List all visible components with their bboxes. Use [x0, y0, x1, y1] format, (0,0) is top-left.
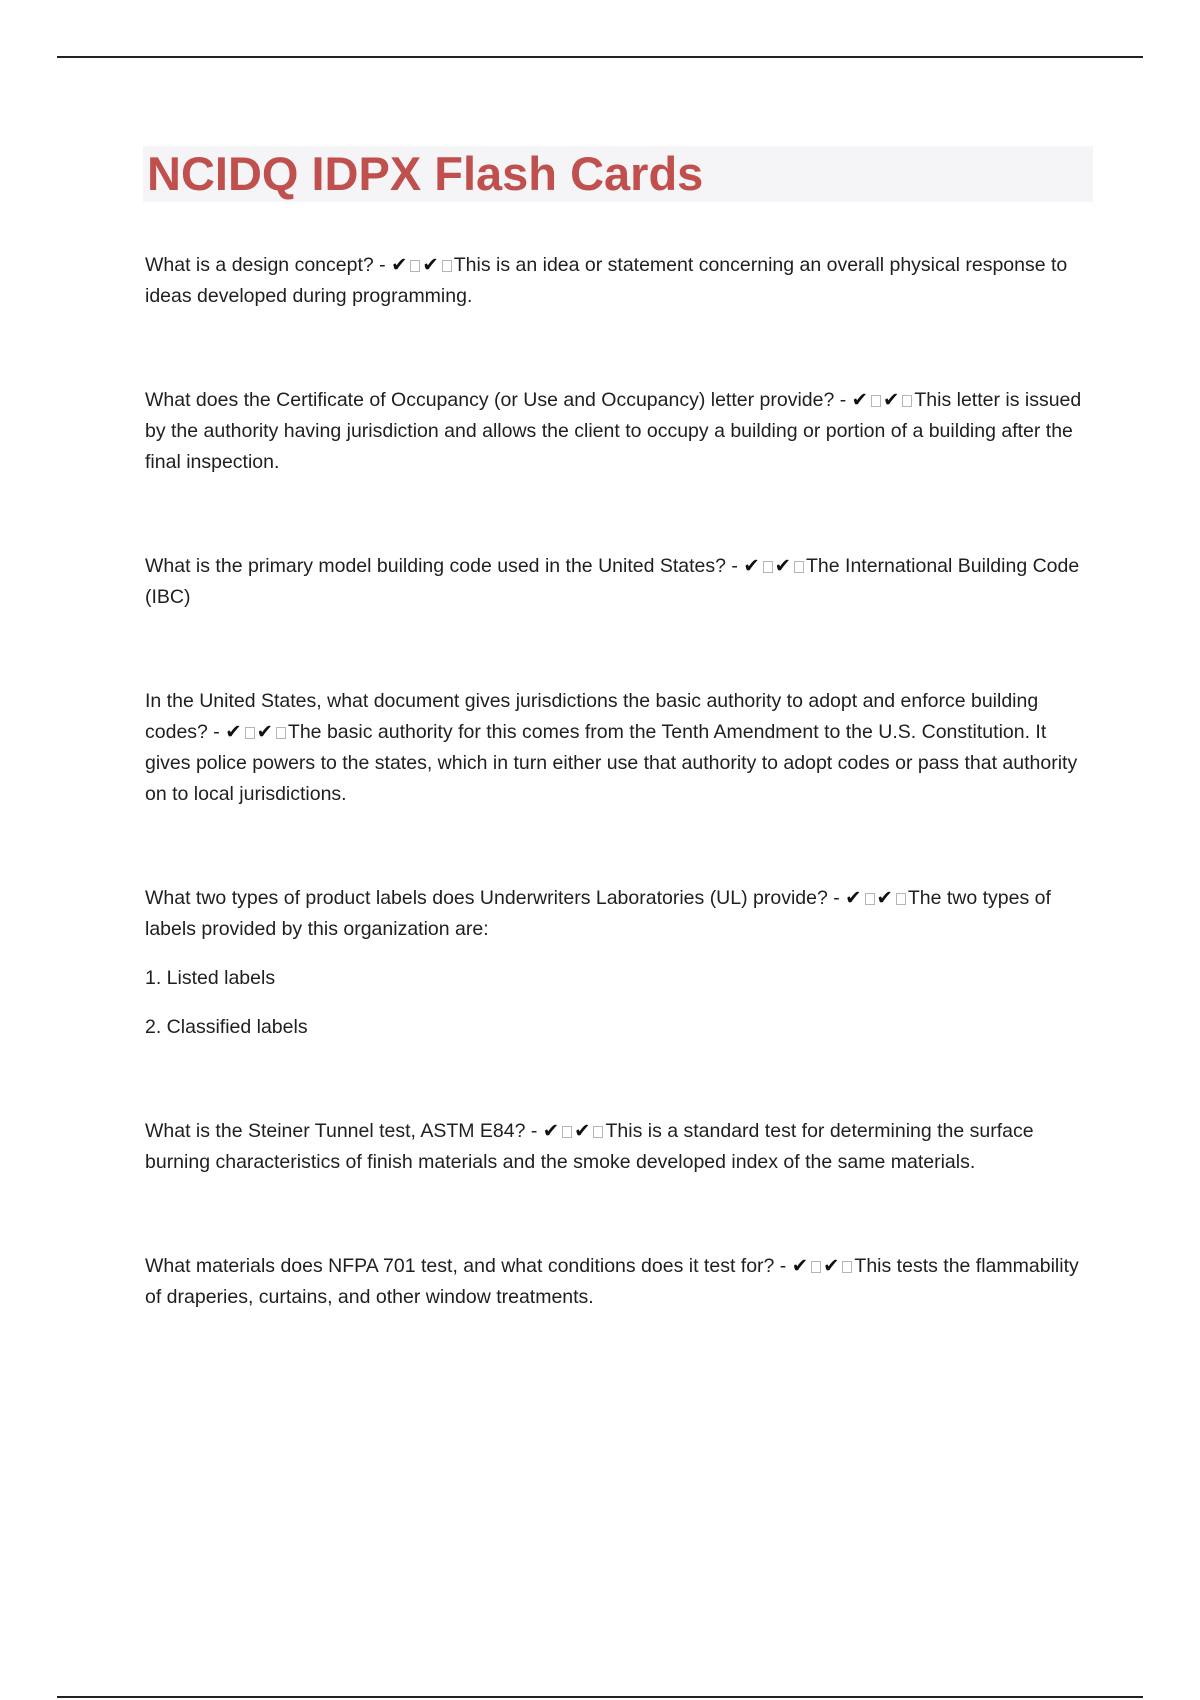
flash-card-text	[145, 1251, 1090, 1313]
card-question: What materials does NFPA 701 test, and what conditions does it test for?	[145, 1255, 775, 1277]
check-mark-icon: ✔	[823, 1255, 840, 1277]
card-answer: The basic authority for this comes from the Tenth Amendment to the U.S. Constitution. It gives police powers to the states, which in turn either use that authority to adopt codes or pass that authority on to local jurisdictions.	[145, 721, 1078, 805]
flash-card	[145, 250, 1090, 312]
flash-card-text	[145, 551, 1090, 613]
flash-card	[145, 1116, 1090, 1178]
box-glyph-icon	[276, 727, 286, 739]
flash-card	[145, 1251, 1090, 1313]
check-mark-icon: ✔	[422, 254, 439, 276]
flash-card-text	[145, 686, 1090, 810]
box-glyph-icon	[442, 260, 452, 272]
check-mark-icon: ✔	[851, 389, 869, 411]
card-question: What is a design concept?	[145, 254, 374, 276]
box-glyph-icon	[896, 893, 906, 905]
flash-card-text	[145, 250, 1090, 312]
flash-card	[145, 686, 1090, 810]
card-question: What does the Certificate of Occupancy (or Use and Occupancy) letter provide?	[145, 389, 835, 411]
check-mark-icon: ✔	[876, 887, 893, 909]
card-answer: This letter is issued by the authority having jurisdiction and allows the client to occupy a building or portion of a building after the final inspection.	[145, 389, 1082, 473]
check-mark-icon: ✔	[774, 555, 792, 577]
box-glyph-icon	[871, 395, 881, 407]
card-question: What two types of product labels does Underwriters Laboratories (UL) provide?	[145, 887, 828, 909]
box-glyph-icon	[811, 1261, 821, 1273]
separator: -	[725, 555, 744, 577]
list-item: 2. Classified labels	[145, 1016, 308, 1038]
document-title: NCIDQ IDPX Flash Cards	[147, 147, 704, 200]
check-mark-icon: ✔	[256, 721, 273, 743]
box-glyph-icon	[410, 260, 420, 272]
card-answer: This is an idea or statement concerning an overall physical response to ideas developed during programming.	[145, 254, 1068, 307]
check-mark-icon: ✔	[542, 1120, 560, 1142]
card-question: What is the Steiner Tunnel test, ASTM E84?	[145, 1120, 526, 1142]
flash-card-list	[145, 250, 1090, 1313]
card-answer: The two types of labels provided by this organization are:	[145, 887, 1051, 940]
check-mark-icon: ✔	[883, 389, 900, 411]
box-glyph-icon	[763, 561, 773, 573]
card-question: In the United States, what document gives jurisdictions the basic authority to adopt and enforce building codes?	[145, 690, 1039, 743]
check-mark-icon: ✔	[791, 1255, 809, 1277]
card-question: What is the primary model building code used in the United States?	[145, 555, 726, 577]
card-answer: This tests the flammability of draperies, curtains, and other window treatments.	[145, 1255, 1079, 1308]
flash-card-text	[145, 385, 1090, 478]
box-glyph-icon	[245, 727, 255, 739]
footer-rule	[57, 1696, 1143, 1698]
card-answer: This is a standard test for determining the surface burning characteristics of finish materials and the smoke developed index of the same materials.	[145, 1120, 1034, 1173]
check-mark-icon: ✔	[225, 721, 242, 743]
separator: -	[207, 721, 226, 743]
separator: -	[373, 254, 392, 276]
flash-card	[145, 385, 1090, 478]
separator: -	[525, 1120, 543, 1142]
card-answer: The International Building Code (IBC)	[145, 555, 1080, 608]
box-glyph-icon	[562, 1126, 572, 1138]
separator: -	[827, 887, 846, 909]
flash-card-text	[145, 1116, 1090, 1178]
check-mark-icon: ✔	[391, 254, 408, 276]
separator: -	[834, 389, 852, 411]
list-item: 1. Listed labels	[145, 967, 276, 989]
box-glyph-icon	[865, 893, 875, 905]
flash-card	[145, 551, 1090, 613]
flash-card-text	[145, 883, 1090, 945]
separator: -	[774, 1255, 792, 1277]
box-glyph-icon	[842, 1261, 852, 1273]
check-mark-icon: ✔	[574, 1120, 591, 1142]
check-mark-icon: ✔	[845, 887, 862, 909]
box-glyph-icon	[794, 561, 804, 573]
header-rule	[57, 56, 1143, 58]
check-mark-icon: ✔	[743, 555, 760, 577]
flash-card	[145, 883, 1090, 1043]
box-glyph-icon	[902, 395, 912, 407]
box-glyph-icon	[593, 1126, 603, 1138]
